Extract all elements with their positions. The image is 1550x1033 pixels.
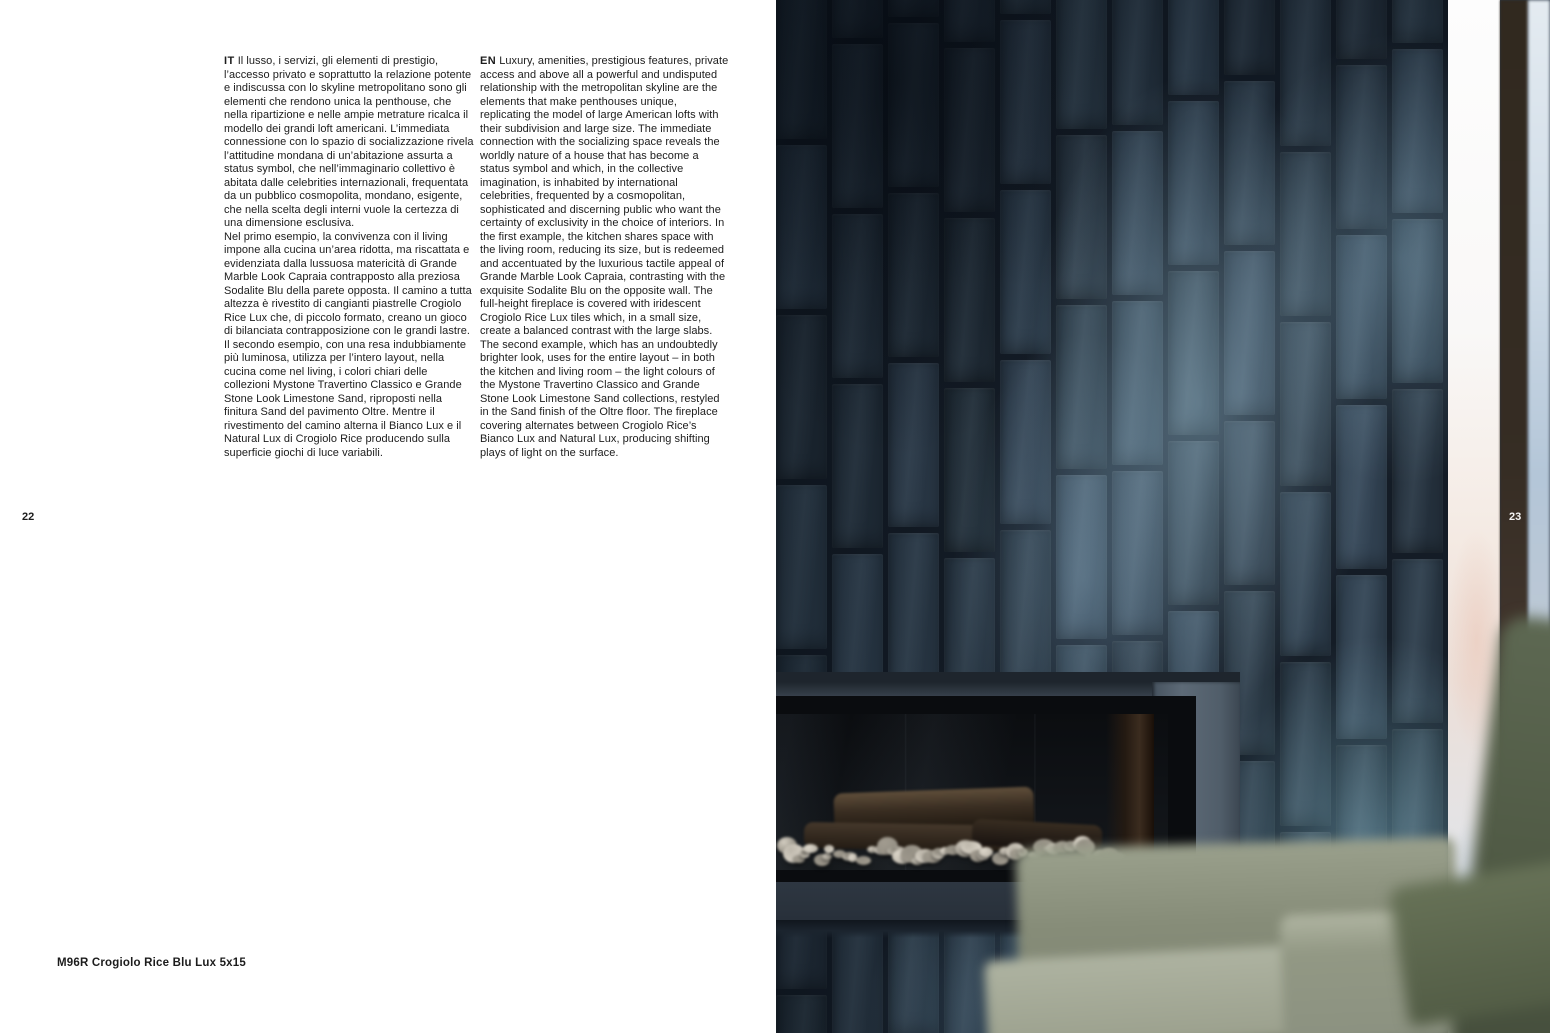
- page-number-left: 22: [22, 511, 35, 523]
- lang-label-en: EN: [480, 55, 497, 67]
- product-caption: M96R Crogiolo Rice Blu Lux 5x15: [57, 957, 246, 969]
- english-text-column: [480, 55, 730, 460]
- italian-paragraph-2: Nel primo esempio, la convivenza con il living impone alla cucina un’area ridotta, ma riscattata e evidenziata dalla lussuosa matericità di Grande Marble Look Capraia contrapposto alla preziosa Sodalite Blu della parete opposta. Il camino a tutta altezza è rivestito di cangianti piastrelle Crogiolo Rice Lux che, di piccolo formato, creano un gioco di bilanciata contrapposizione con le grandi lastre. Il secondo esempio, con una resa indubbiamente più luminosa, utilizza per l’intero layout, nella cucina come nel living, i colori chiari delle collezioni Mystone Travertino Classico e Grande Stone Look Limestone Sand, riproposti nella finitura Sand del pavimento Oltre. Mentre il rivestimento del camino alterna il Bianco Lux e il Natural Lux di Crogiolo Rice producendo sulla superficie giochi di luce variabili.: [224, 230, 472, 459]
- armchair-right-armrest: [1388, 857, 1550, 1027]
- italian-text-column: [224, 55, 474, 460]
- armchair-right: [776, 0, 1550, 1033]
- english-paragraph: EN Luxury, amenities, prestigious features, private access and above all a powerful and undisputed relationship with the metropolitan skyline are the elements that make penthouses unique, replicating the model of large American lofts with their subdivision and large size. The immediate connection with the socializing space reveals the worldly nature of a house that has become a status symbol and which, in the collective imagination, is inhabited by international celebrities, frequented by a cosmopolitan, sophisticated and discerning public who want the certainty of exclusivity in the choice of interiors. In the first example, the kitchen shares space with the living room, reducing its size, but is redeemed and accentuated by the luxurious tactile appeal of Grande Marble Look Capraia, contrasting with the exquisite Sodalite Blu on the opposite wall. The full-height fireplace is covered with iridescent Crogiolo Rice Lux tiles which, in a small size, create a balanced contrast with the large slabs. The second example, which has an undoubtedly brighter look, uses for the entire layout – in both the kitchen and living room – the light colours of the Mystone Travertino Classico and Grande Stone Look Limestone Sand collections, restyled in the Sand finish of the Oltre floor. The fireplace covering alternates between Crogiolo Rice’s Bianco Lux and Natural Lux, producing shifting plays of light on the surface.: [480, 55, 729, 459]
- italian-paragraph-1: IT Il lusso, i servizi, gli elementi di prestigio, l’accesso privato e soprattutto la relazione potente e indiscussa con lo skyline metropolitano sono gli elementi che rendono unica la penthouse, che nella ripartizione e nelle ampie metrature ricalca il modello dei grandi loft americani. L’immediata connessione con lo spazio di socializzazione rivela l’attitudine mondana di un’abitazione assurta a status symbol, che nell’immaginario collettivo è abitata dalle celebrities internazionali, frequentata da un pubblico cosmopolita, mondano, esigente, che nella scelta degli interni vuole la certezza di una dimensione esclusiva.: [224, 55, 474, 229]
- interior-photo: [776, 0, 1550, 1033]
- page-number-right: 23: [1509, 511, 1522, 523]
- lang-label-it: IT: [224, 55, 235, 67]
